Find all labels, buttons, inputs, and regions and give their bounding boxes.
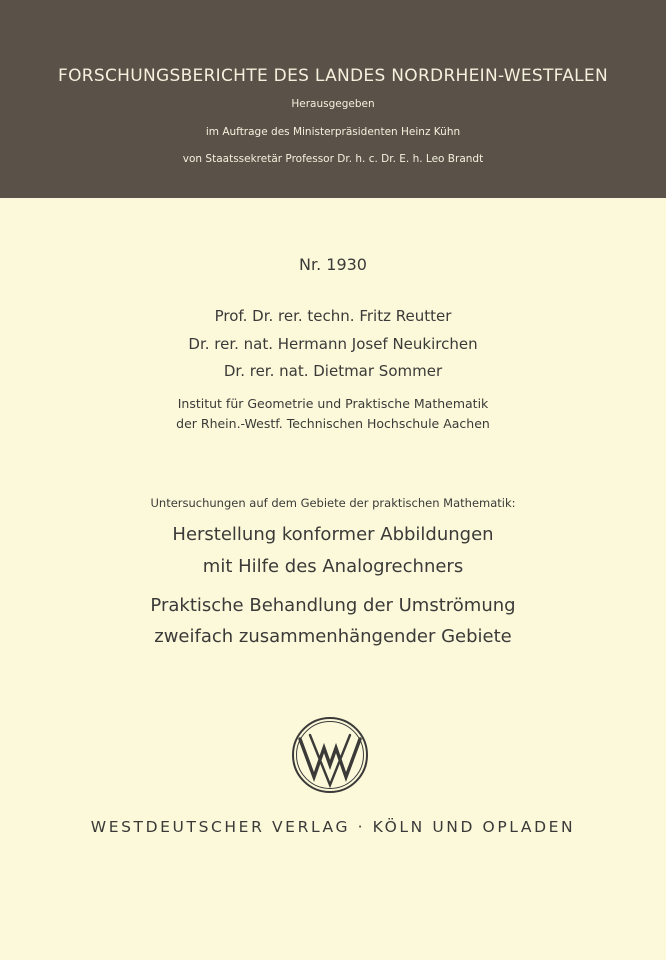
subseries-title: Untersuchungen auf dem Gebiete der praktischen Mathematik: — [150, 496, 516, 510]
title-line-2: mit Hilfe des Analogrechners — [202, 556, 464, 577]
author-1: Prof. Dr. rer. techn. Fritz Reutter — [214, 307, 452, 325]
title-line-3: Praktische Behandlung der Umströmung — [150, 595, 516, 616]
westdeutscher-verlag-wv-logo-icon — [290, 715, 370, 795]
cover-header-band — [0, 0, 666, 198]
title-line-4: zweifach zusammenhängender Gebiete — [154, 626, 512, 647]
institute-line-2: der Rhein.-Westf. Technischen Hochschule Aachen — [176, 416, 490, 431]
publisher-line: WESTDEUTSCHER VERLAG · KÖLN UND OPLADEN — [90, 818, 576, 836]
institute-line-1: Institut für Geometrie und Praktische Mathematik — [177, 396, 489, 411]
report-number: Nr. 1930 — [299, 255, 367, 274]
author-3: Dr. rer. nat. Dietmar Sommer — [223, 362, 443, 380]
title-line-1: Herstellung konformer Abbildungen — [172, 524, 494, 545]
header-commission-line: im Auftrage des Ministerpräsidenten Heinz Kühn — [205, 126, 461, 138]
header-secretary-line: von Staatssekretär Professor Dr. h. c. Dr. E. h. Leo Brandt — [182, 153, 484, 165]
header-editor-line: Herausgegeben — [291, 98, 375, 110]
series-title: FORSCHUNGSBERICHTE DES LANDES NORDRHEIN-WESTFALEN — [58, 66, 608, 86]
author-2: Dr. rer. nat. Hermann Josef Neukirchen — [188, 335, 478, 353]
